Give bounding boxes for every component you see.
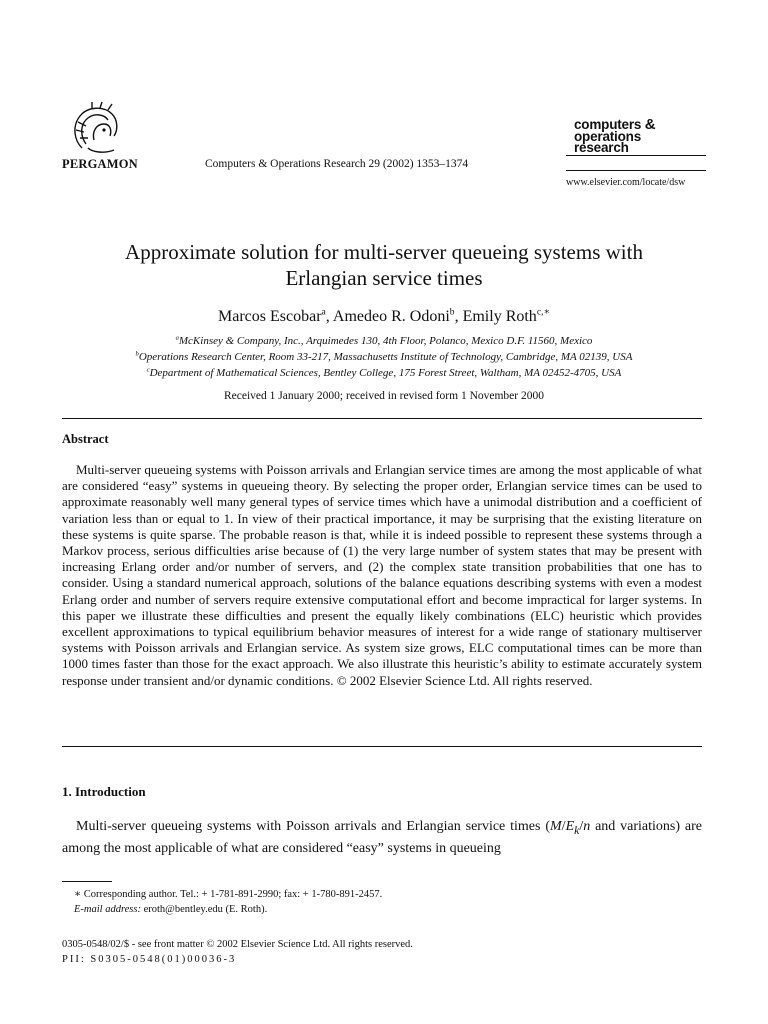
email-value[interactable]: eroth@bentley.edu (E. Roth).	[140, 904, 268, 915]
paper-title-line-2: Erlangian service times	[285, 266, 483, 290]
author-affiliation-mark: c,∗	[536, 306, 550, 318]
abstract-body: Multi-server queueing systems with Poisson arrivals and Erlangian service times are among the most applicable of what are considered “easy” systems in queueing theory. By selecting the proper order, Erlangian service times can be used to approximate reasonably well many general types of service times which have a unimodal distribution and a coefficient of variation less than or equal to 1. In view of their practical importance, it may be surprising that the existing literature on these systems is quite sparse. The probable reason is that, while it is indeed possible to represent these systems through a Markov process, serious difficulties arise because of (1) the very large number of system states that may be present with increasing Erlang order and/or number of servers, and (2) the complex state transition probabilities that one has to consider. Using a standard numerical approach, solutions of the balance equations describing systems with even a modest Erlang order and number of servers require extensive computational effort and become impractical for larger systems. In this paper we illustrate these difficulties and present the equally likely combinations (ELC) heuristic which provides excellent approximations to typical equilibrium behavior measures of interest for a wide range of stationary multiserver systems with Poisson arrivals and Erlangian service. As system size grows, ELC computational times can be more than 1000 times faster than those for the exact approach. We also illustrate this heuristic’s ability to estimate accurately system response under transient and/or dynamic conditions. © 2002 Elsevier Science Ltd. All rights reserved.	[62, 462, 702, 688]
intro-text-before: Multi-server queueing systems with Poisson arrivals and Erlangian service times (	[76, 819, 550, 834]
journal-logo	[574, 116, 656, 155]
author-name: Emily Roth	[462, 308, 537, 325]
affiliation	[40, 367, 728, 379]
header-divider-top	[566, 155, 706, 156]
section-heading-introduction: 1. Introduction	[62, 784, 146, 799]
journal-logo-line-3: research	[574, 140, 629, 155]
journal-citation: Computers & Operations Research 29 (2002) 1353–1374	[205, 158, 469, 170]
affiliation	[40, 335, 728, 347]
author-separator: ,	[325, 308, 333, 325]
paper-title-line-1: Approximate solution for multi-server queueing systems with	[125, 240, 643, 264]
pii-line: PII: S0305-0548(01)00036-3	[62, 954, 237, 965]
author-affiliation-mark: b	[449, 306, 455, 318]
affiliation-mark: b	[135, 350, 139, 358]
author-name: Amedeo R. Odoni	[332, 308, 450, 325]
header-divider-mid	[566, 170, 706, 171]
received-dates: Received 1 January 2000; received in revised form 1 November 2000	[224, 390, 544, 402]
notation-k: k	[574, 823, 580, 837]
email-footnote	[74, 904, 267, 915]
affiliation-mark: c	[146, 366, 150, 374]
abstract-bottom-divider	[62, 746, 702, 747]
corresponding-author-footnote: ∗ Corresponding author. Tel.: + 1-781-891-2990; fax: + 1-780-891-2457.	[74, 889, 383, 900]
journal-logo-line-2: operations	[574, 128, 642, 144]
front-matter-line: 0305-0548/02/$ - see front matter © 2002 Elsevier Science Ltd. All rights reserved.	[62, 939, 413, 950]
notation-n: n	[583, 819, 591, 834]
journal-logo-line-1: computers	[574, 117, 642, 132]
publisher-name: PERGAMON	[62, 157, 138, 171]
intro-text-after: and variations) are among the most applicable of what are considered “easy” systems in queueing	[62, 819, 702, 856]
author-list	[40, 308, 728, 326]
email-label: E-mail address:	[74, 904, 141, 915]
affiliation-text: Operations Research Center, Room 33-217, Massachusetts Institute of Technology, Cambridge, MA 02139, USA	[138, 351, 633, 363]
journal-url[interactable]: www.elsevier.com/locate/dsw	[566, 177, 686, 188]
introduction-paragraph: Multi-server queueing systems with Poisson arrivals and Erlangian service times ($M/E_k/n$ and variations) are among the most applicable of what are considered “easy” systems in queueing	[62, 819, 702, 856]
author-affiliation-mark: a	[321, 306, 326, 318]
author-separator: ,	[454, 308, 463, 325]
publisher-logo-emblem	[64, 100, 128, 158]
affiliation-text: Department of Mathematical Sciences, Bentley College, 175 Forest Street, Waltham, MA 02452-4705, USA	[149, 367, 622, 379]
notation-m: M	[550, 819, 562, 834]
affiliation	[40, 351, 728, 363]
footnote-divider	[62, 881, 112, 882]
affiliation-mark: a	[175, 334, 179, 342]
journal-logo-ampersand: &	[644, 116, 656, 133]
abstract-heading: Abstract	[62, 432, 109, 446]
abstract-top-divider	[62, 418, 702, 419]
affiliation-text: McKinsey & Company, Inc., Arquimedes 130, 4th Floor, Polanco, Mexico D.F. 11560, Mexico	[178, 335, 593, 347]
author-name: Marcos Escobar	[218, 308, 322, 325]
paper-title	[40, 239, 728, 291]
notation-e: E	[565, 819, 575, 834]
